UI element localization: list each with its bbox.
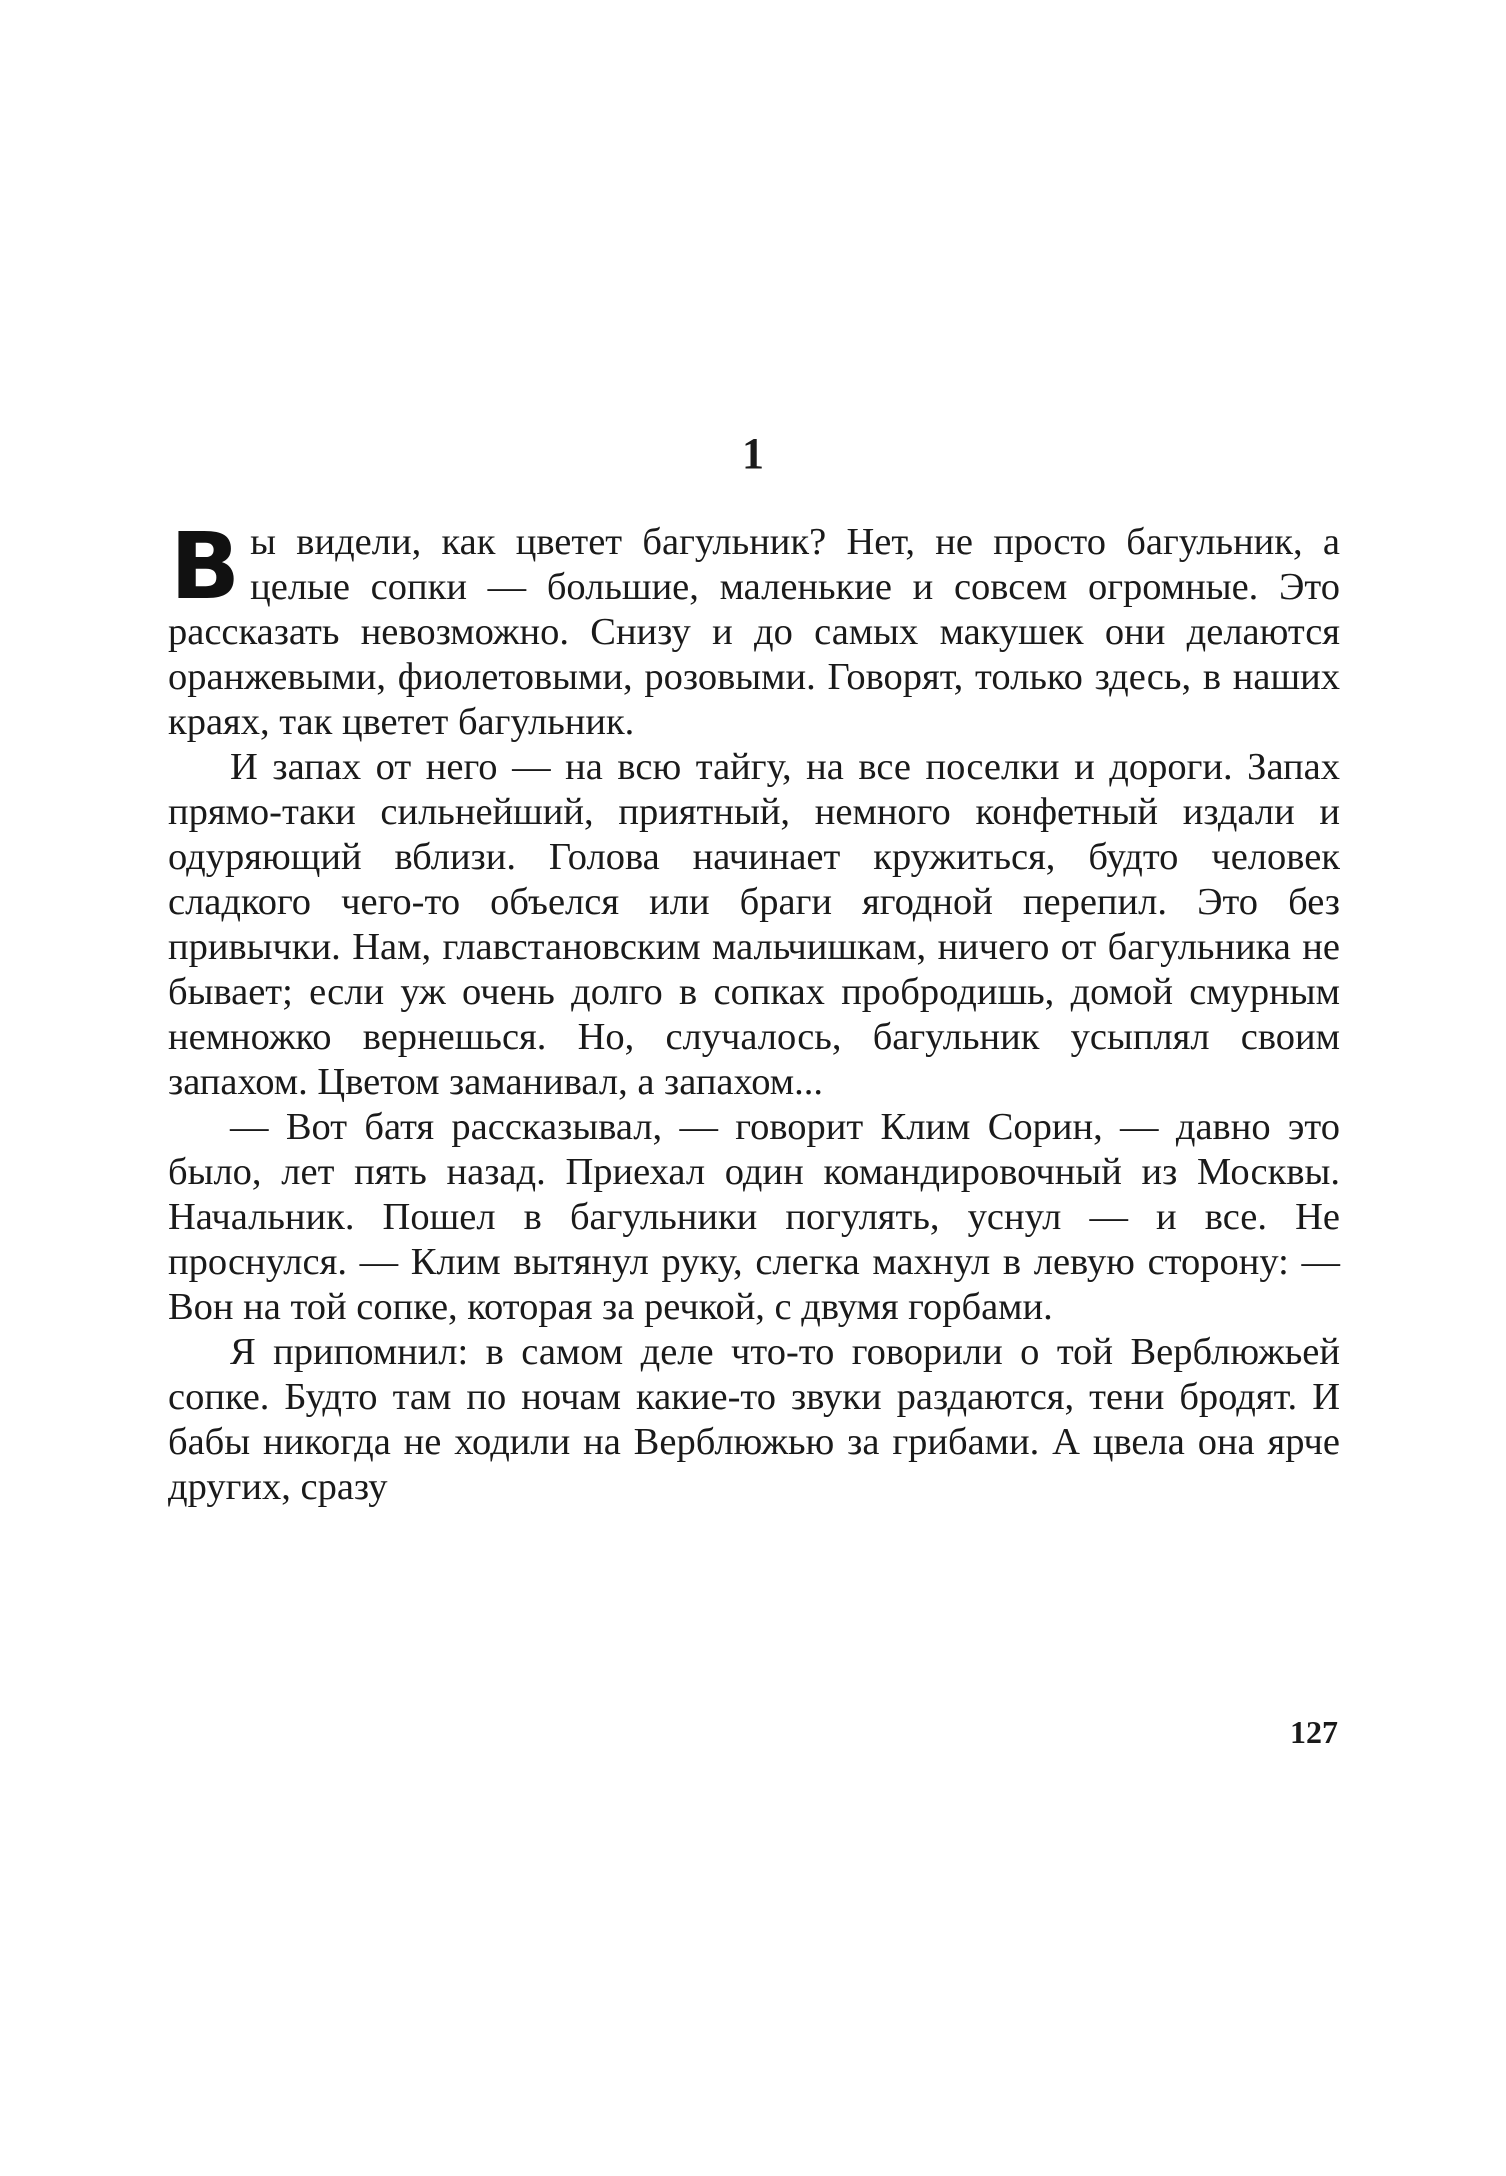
paragraph-3: — Вот батя рассказывал, — говорит Клим Сорин, — давно это было, лет пять назад. Приехал один командировочный из Москвы. Начальник. Пошел в багульники погулять, уснул — и все. Не проснулся. — Клим вытянул руку, слегка махнул в левую сторону: — Вон на той сопке, которая за речкой, с двумя горбами.: [168, 1106, 1340, 1328]
paragraph-2: И запах от него — на всю тайгу, на все поселки и дороги. Запах прямо-таки сильнейший, приятный, немного конфетный издали и одуряющий вблизи. Голова начинает кружиться, будто человек сладкого чего-то объелся или браги ягодной перепил. Это без привычки. Нам, главстановским мальчишкам, ничего от багульника не бывает; если уж очень долго в сопках пробродишь, домой смурным немножко вернешься. Но, случалось, багульник усыплял своим запахом. Цветом заманивал, а запахом...: [168, 746, 1340, 1103]
paragraph-1: [168, 513, 1340, 745]
drop-cap: В: [170, 513, 241, 620]
paragraph-4: Я припомнил: в самом деле что-то говорили о той Верблюжьей сопке. Будто там по ночам какие-то звуки раздаются, тени бродят. И бабы никогда не ходили на Верблюжью за грибами. А цвела она ярче других, сразу: [168, 1331, 1340, 1508]
body-text: [168, 513, 1340, 1510]
chapter-number: 1: [742, 429, 764, 478]
page-number: 127: [1290, 1714, 1338, 1750]
paragraph-1-text: ы видели, как цветет багульник? Нет, не просто багульник, а целые сопки — большие, маленькие и совсем огромные. Это рассказать невозможно. Снизу и до самых макушек они делаются оранжевыми, фиолетовыми, розовыми. Говорят, только здесь, в наших краях, так цветет багульник.: [168, 521, 1340, 743]
